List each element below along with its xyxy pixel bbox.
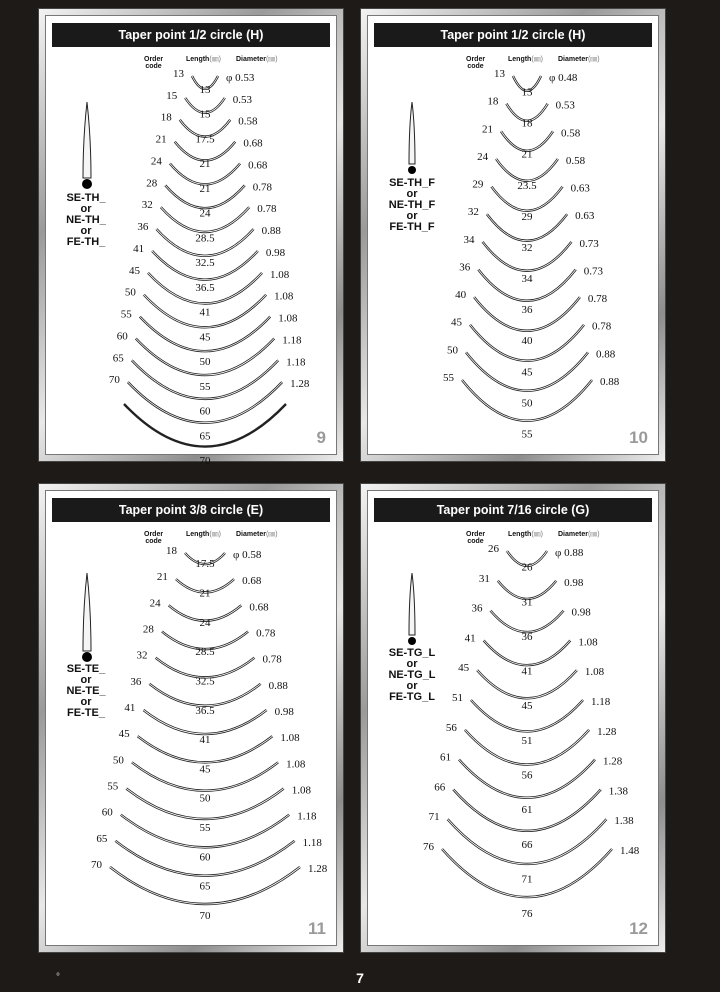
order-code: 41	[124, 702, 136, 714]
length-value: 76	[521, 908, 533, 921]
length-value: 24	[199, 616, 211, 629]
order-code: 70	[91, 859, 102, 871]
order-code: 18	[487, 95, 499, 108]
diameter-value: 0.98	[571, 606, 591, 619]
order-code: 40	[455, 289, 467, 302]
diameter-value: 1.28	[290, 378, 310, 391]
panel-12-content	[367, 490, 659, 946]
diameter-value: 0.98	[564, 576, 584, 589]
diameter-value: 1.18	[297, 810, 317, 823]
length-value: 28.5	[195, 232, 215, 245]
diameter-value: 1.08	[584, 666, 605, 679]
order-code: 60	[101, 806, 113, 819]
order-code: 21	[156, 571, 168, 584]
length-value: 56	[521, 769, 533, 782]
diameter-value: 0.78	[257, 203, 277, 216]
diameter-value: 1.08	[280, 732, 300, 745]
order-code: 26	[488, 543, 499, 555]
diameter-value: 1.28	[597, 725, 617, 738]
diameter-value: 1.18	[591, 696, 611, 708]
order-code: 24	[150, 155, 162, 168]
needle-label: SE-TG_L or NE-TG_L or FE-TG_L	[388, 647, 436, 703]
diameter-value: 1.18	[286, 356, 306, 369]
diameter-value: 1.08	[286, 758, 306, 771]
length-value: 45	[199, 763, 211, 776]
order-code: 24	[149, 597, 161, 610]
order-code: 41	[133, 242, 145, 255]
length-value: 23.5	[517, 179, 537, 192]
order-code: 45	[458, 662, 470, 675]
order-code-header: Order code	[144, 56, 164, 70]
diameter-value: φ 0.48	[549, 72, 578, 84]
diameter-value: 0.73	[579, 237, 599, 250]
panel-number: 12	[629, 919, 648, 938]
diameter-header: Diameter(㎜)	[236, 531, 278, 538]
order-code: 13	[494, 68, 505, 80]
order-code-header: Order code	[466, 531, 486, 545]
length-value: 36	[521, 630, 533, 643]
length-value: 40	[521, 335, 533, 348]
needle-arc-highlight	[156, 658, 255, 678]
order-code: 18	[166, 545, 177, 557]
order-code: 13	[173, 68, 184, 80]
length-value: 50	[199, 356, 211, 369]
length-value: 15	[199, 108, 211, 121]
order-code: 28	[146, 177, 158, 190]
length-value: 21	[199, 158, 211, 171]
panel-10-content	[367, 15, 659, 455]
order-code: 55	[443, 372, 454, 384]
diameter-value: 0.88	[596, 348, 616, 361]
diameter-value: 0.98	[265, 246, 286, 259]
diameter-value: 0.68	[242, 575, 262, 588]
order-code: 31	[478, 572, 490, 585]
diameter-value: 1.38	[608, 785, 629, 798]
length-value: 41	[199, 306, 211, 319]
diameter-value: 0.58	[238, 115, 258, 128]
order-code: 34	[463, 233, 475, 246]
diameter-value: 0.78	[262, 653, 282, 666]
length-value: 71	[521, 873, 533, 886]
panel-12	[360, 483, 666, 953]
panel-11-content	[45, 490, 337, 946]
diameter-value: 0.88	[600, 376, 620, 388]
length-value: 50	[199, 792, 211, 805]
length-value: 41	[199, 734, 211, 747]
panel-9	[38, 8, 344, 468]
order-code: 50	[446, 344, 458, 357]
order-code: 60	[116, 330, 128, 343]
order-code: 21	[482, 123, 494, 136]
order-code: 36	[471, 602, 483, 615]
order-code: 32	[467, 206, 479, 219]
order-code: 55	[107, 780, 119, 793]
diameter-value: 0.68	[249, 601, 269, 614]
order-code: 45	[450, 316, 462, 329]
order-code: 32	[141, 199, 153, 212]
order-code: 36	[459, 261, 471, 274]
diameter-value: 0.53	[232, 93, 253, 106]
order-code: 50	[124, 286, 136, 299]
length-value: 70	[199, 910, 211, 922]
length-value: 65	[199, 880, 211, 893]
diameter-value: 1.18	[302, 836, 322, 849]
length-value: 13	[199, 83, 211, 96]
order-code: 45	[118, 728, 130, 741]
length-value: 36.5	[195, 704, 215, 717]
diameter-header: Diameter(㎜)	[558, 531, 600, 538]
order-code: 56	[445, 721, 457, 734]
order-code: 66	[434, 781, 446, 794]
diameter-value: 0.78	[587, 293, 608, 306]
diameter-value: 0.63	[570, 182, 590, 195]
length-value: 55	[521, 428, 533, 441]
length-value: 41	[521, 665, 533, 678]
diameter-value: 1.38	[614, 815, 634, 828]
panel-10	[360, 8, 666, 462]
needle-arc-highlight	[496, 159, 558, 181]
order-code: 61	[439, 751, 451, 764]
order-code: 76	[423, 841, 434, 853]
diameter-value: 0.73	[583, 265, 603, 278]
order-code: 28	[142, 623, 154, 636]
diameter-value: 0.68	[243, 137, 263, 150]
length-value: 45	[521, 700, 533, 713]
length-header: Length(㎜)	[508, 531, 543, 538]
diameter-value: 1.48	[620, 845, 640, 857]
diameter-value: 0.78	[252, 181, 272, 194]
length-value: 21	[199, 587, 211, 600]
length-header: Length(㎜)	[186, 56, 221, 63]
order-code: 50	[112, 754, 124, 767]
order-code: 70	[108, 374, 120, 387]
diameter-value: 1.28	[308, 863, 328, 875]
order-code: 36	[137, 221, 149, 234]
length-value: 61	[521, 804, 533, 817]
diameter-value: 0.78	[592, 320, 612, 333]
order-code-header: Order code	[466, 56, 486, 70]
length-value: 24	[199, 207, 211, 220]
panel-11	[38, 483, 344, 953]
diameter-value: 0.78	[256, 627, 276, 640]
length-value: 70	[199, 455, 211, 468]
length-value: 55	[199, 822, 211, 835]
diameter-value: 1.28	[603, 755, 623, 768]
diameter-value: 1.08	[578, 636, 598, 649]
length-value: 32	[521, 241, 533, 254]
needle-arc-highlight	[484, 640, 571, 665]
order-code: 65	[96, 832, 108, 845]
order-code: 24	[477, 150, 489, 163]
length-value: 13	[521, 86, 533, 99]
diameter-value: 0.68	[248, 159, 268, 172]
length-value: 60	[199, 405, 211, 418]
order-code: 51	[451, 692, 463, 704]
needle-sizes	[46, 491, 338, 947]
length-value: 21	[199, 182, 211, 195]
length-value: 31	[521, 596, 533, 609]
length-value: 66	[521, 838, 533, 851]
order-code-header: Order code	[144, 531, 164, 545]
order-code: 29	[472, 178, 484, 191]
needle-label: SE-TH_ or NE-TH_ or FE-TH_	[66, 192, 106, 248]
order-code: 45	[128, 264, 140, 277]
diameter-value: 0.58	[565, 154, 586, 167]
diameter-value: 0.58	[560, 127, 581, 140]
diameter-value: φ 0.53	[226, 72, 255, 84]
diameter-value: 1.08	[274, 290, 294, 303]
diameter-value: 1.08	[291, 784, 311, 797]
diameter-value: 0.88	[268, 679, 288, 692]
panel-number: 10	[629, 428, 648, 447]
length-value: 32.5	[195, 675, 215, 688]
panel-number: 9	[316, 428, 326, 447]
length-value: 50	[521, 397, 533, 410]
needle-arc-highlight	[490, 611, 563, 632]
length-value: 21	[521, 148, 533, 161]
order-code: 18	[160, 111, 172, 124]
order-code: 15	[166, 89, 178, 102]
length-header: Length(㎜)	[508, 56, 543, 63]
diameter-header: Diameter(㎜)	[558, 56, 600, 63]
order-code: 65	[112, 352, 124, 365]
diameter-value: 0.53	[555, 99, 575, 112]
footer-mark: °	[56, 972, 60, 983]
panel-title: Taper point 3/8 circle (E)	[52, 498, 330, 522]
order-code: 71	[428, 811, 440, 824]
panel-number: 11	[308, 919, 326, 938]
length-value: 17.5	[195, 133, 215, 146]
needle-sizes	[368, 16, 660, 456]
length-value: 51	[521, 734, 533, 747]
order-code: 55	[120, 308, 132, 321]
needle-label: SE-TE_ or NE-TE_ or FE-TE_	[66, 663, 106, 719]
order-code: 36	[130, 675, 142, 688]
diameter-value: 0.63	[575, 210, 595, 223]
length-value: 17.5	[195, 558, 215, 571]
needle-label: SE-TH_F or NE-TH_F or FE-TH_F	[388, 177, 436, 233]
length-value: 29	[521, 210, 533, 223]
length-value: 36.5	[195, 281, 215, 294]
order-code: 41	[464, 632, 476, 645]
diameter-value: φ 0.88	[555, 547, 584, 559]
length-value: 45	[521, 366, 533, 379]
panel-title: Taper point 7/16 circle (G)	[374, 498, 652, 522]
order-code: 21	[155, 133, 167, 146]
length-value: 26	[521, 561, 533, 574]
needle-sizes	[46, 16, 338, 468]
diameter-value: 1.08	[270, 268, 290, 281]
diameter-value: 1.18	[282, 334, 302, 347]
length-value: 34	[521, 273, 533, 286]
length-header: Length(㎜)	[186, 531, 221, 538]
length-value: 60	[199, 851, 211, 864]
diameter-value: 0.98	[274, 706, 294, 718]
diameter-value: 1.08	[278, 312, 298, 325]
diameter-value: φ 0.58	[233, 549, 262, 561]
length-value: 28.5	[195, 646, 215, 659]
length-value: 65	[199, 430, 211, 443]
diameter-value: 0.88	[261, 225, 281, 238]
length-value: 32.5	[195, 257, 215, 270]
length-value: 18	[521, 117, 533, 130]
needle-sizes	[368, 491, 660, 947]
length-value: 45	[199, 331, 211, 344]
panel-9-content	[45, 15, 337, 468]
panel-title: Taper point 1/2 circle (H)	[374, 23, 652, 47]
panel-title: Taper point 1/2 circle (H)	[52, 23, 330, 47]
diameter-header: Diameter(㎜)	[236, 56, 278, 63]
length-value: 55	[199, 380, 211, 393]
page-number: 7	[356, 970, 364, 986]
order-code: 32	[136, 649, 148, 662]
length-value: 36	[521, 304, 533, 317]
